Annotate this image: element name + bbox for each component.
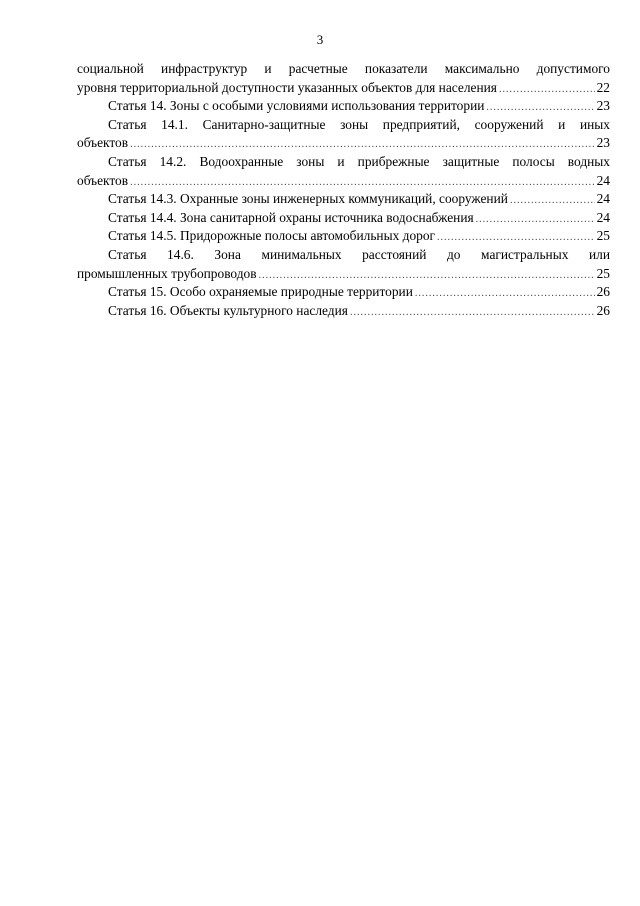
toc-entry-last-line	[77, 283, 610, 302]
dot-leader	[499, 81, 595, 100]
toc-entry[interactable]	[77, 209, 610, 228]
table-of-contents	[77, 60, 610, 320]
page-number: 3	[316, 32, 324, 47]
toc-entry-last-line	[77, 134, 610, 153]
toc-entry-page: 23	[596, 135, 610, 151]
toc-entry-last-line	[77, 302, 610, 321]
toc-entry[interactable]	[77, 97, 610, 116]
toc-entry[interactable]	[77, 227, 610, 246]
toc-entry-last-line	[77, 79, 610, 98]
toc-entry-title: промышленных трубопроводов	[77, 265, 257, 281]
dot-leader	[350, 304, 595, 323]
toc-entry[interactable]	[77, 283, 610, 302]
toc-entry-last-line	[77, 227, 610, 246]
toc-entry[interactable]	[77, 246, 610, 283]
toc-entry-title: Статья 15. Особо охраняемые природные территории	[108, 284, 413, 300]
toc-entry-title: уровня территориальной доступности указанных объектов для населения	[77, 79, 497, 95]
toc-entry-title: Статья 16. Объекты культурного наследия	[108, 302, 348, 318]
toc-entry-title: Статья 14.4. Зона санитарной охраны источника водоснабжения	[108, 209, 474, 225]
toc-entry-title: Статья 14.3. Охранные зоны инженерных коммуникаций, сооружений	[108, 191, 508, 207]
toc-entry-text-line: Статья 14.2. Водоохранные зоны и прибрежные защитные полосы водных	[108, 153, 610, 169]
toc-entry-page: 24	[596, 209, 610, 225]
toc-entry-last-line	[77, 209, 610, 228]
toc-entry-text-line: Статья 14.6. Зона минимальных расстояний до магистральных или	[108, 246, 610, 262]
toc-entry-page: 25	[596, 265, 610, 281]
toc-entry-title: Статья 14.5. Придорожные полосы автомобильных дорог	[108, 228, 436, 244]
dot-leader	[510, 192, 595, 211]
toc-entry-last-line	[77, 190, 610, 209]
toc-entry-page: 26	[596, 284, 610, 300]
dot-leader	[476, 211, 595, 230]
toc-entry-last-line	[77, 265, 610, 284]
toc-entry[interactable]	[77, 190, 610, 209]
toc-entry-page: 26	[596, 302, 610, 318]
toc-entry[interactable]	[77, 302, 610, 321]
toc-entry-page: 24	[596, 191, 610, 207]
toc-entry[interactable]	[77, 60, 610, 97]
toc-entry-page: 23	[596, 98, 610, 114]
toc-entry-page: 24	[596, 172, 610, 188]
toc-entry-text-line: социальной инфраструктур и расчетные показатели максимально допустимого	[77, 61, 610, 76]
dot-leader	[415, 285, 595, 304]
toc-entry-page: 25	[596, 228, 610, 244]
toc-entry[interactable]	[77, 153, 610, 190]
toc-entry-text-line: Статья 14.1. Санитарно-защитные зоны предприятий, сооружений и иных	[108, 116, 610, 132]
toc-entry-title: объектов	[77, 172, 129, 188]
toc-entry-page: 22	[596, 79, 610, 95]
toc-entry-title: Статья 14. Зоны с особыми условиями использования территории	[108, 98, 485, 114]
toc-entry-title: объектов	[77, 135, 129, 151]
dot-leader	[486, 99, 594, 118]
toc-entry-last-line	[77, 172, 610, 191]
toc-entry[interactable]	[77, 116, 610, 153]
toc-entry-last-line	[77, 97, 610, 116]
